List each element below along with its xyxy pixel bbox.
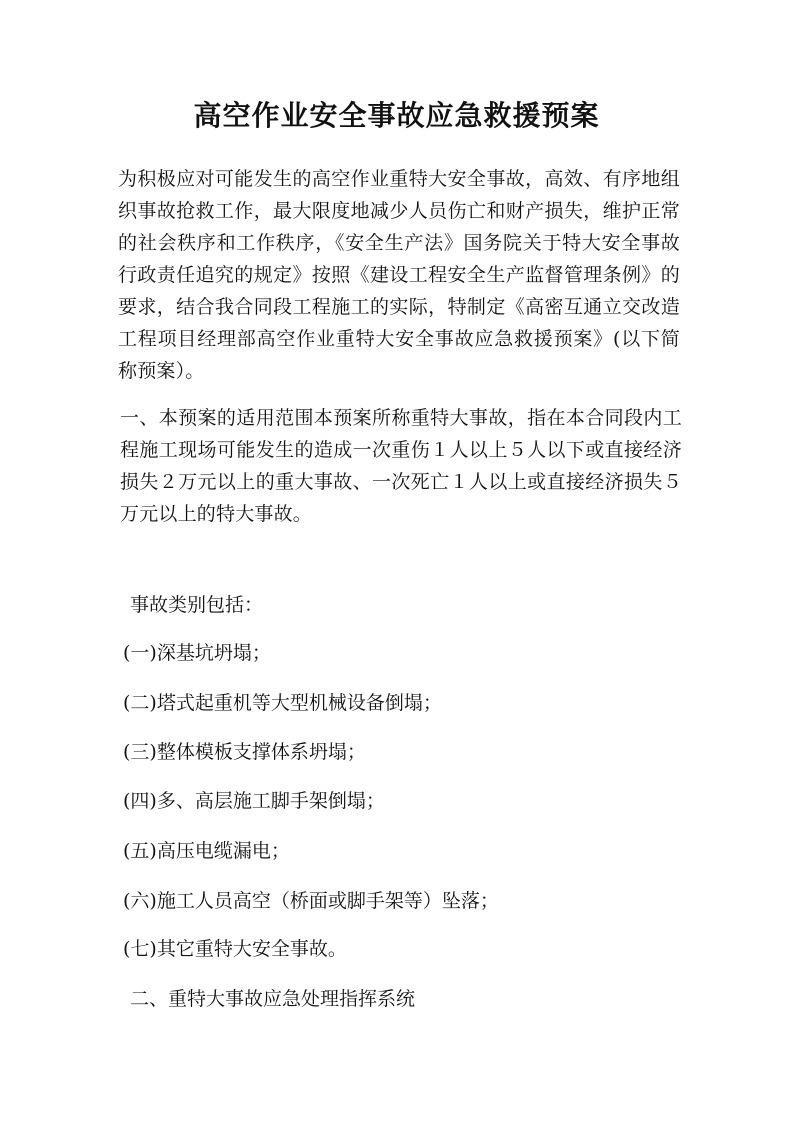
category-item: (四)多、高层施工脚手架倒塌； bbox=[123, 790, 385, 812]
category-item: (七)其它重特大安全事故。 bbox=[123, 938, 347, 960]
category-item: (一)深基坑坍塌； bbox=[123, 642, 271, 664]
categories-heading: 事故类别包括： bbox=[130, 594, 264, 616]
category-item: (三)整体模板支撑体系坍塌； bbox=[123, 741, 366, 763]
section-heading: 二、重特大事故应急处理指挥系统 bbox=[130, 988, 416, 1010]
category-item: (二)塔式起重机等大型机械设备倒塌； bbox=[123, 692, 442, 714]
page-title: 高空作业安全事故应急救援预案 bbox=[193, 99, 600, 132]
category-item: (六)施工人员高空（桥面或脚手架等）坠落； bbox=[123, 890, 499, 912]
scope-paragraph: 一、本预案的适用范围本预案所称重特大事故，指在本合同段内工程施工现场可能发生的造成一次重伤１人以上５人以下或直接经济损失２万元以上的重大事故、一次死亡１人以上或直接经济损失５万元以上的特大事故。 bbox=[120, 407, 682, 525]
category-item: (五)高压电缆漏电； bbox=[123, 840, 290, 862]
intro-paragraph: 为积极应对可能发生的高空作业重特大安全事故，高效、有序地组织事故抢救工作，最大限度地减少人员伤亡和财产损失，维护正常的社会秩序和工作秩序，《安全生产法》国务院关于特大安全事故行政责任追究的规定》按照《建设工程安全生产监督管理条例》的要求，结合我合同段工程施工的实际，特制定《高密互通立交改造工程项目经理部高空作业重特大安全事故应急救援预案》(以下简称预案）。 bbox=[118, 168, 680, 382]
